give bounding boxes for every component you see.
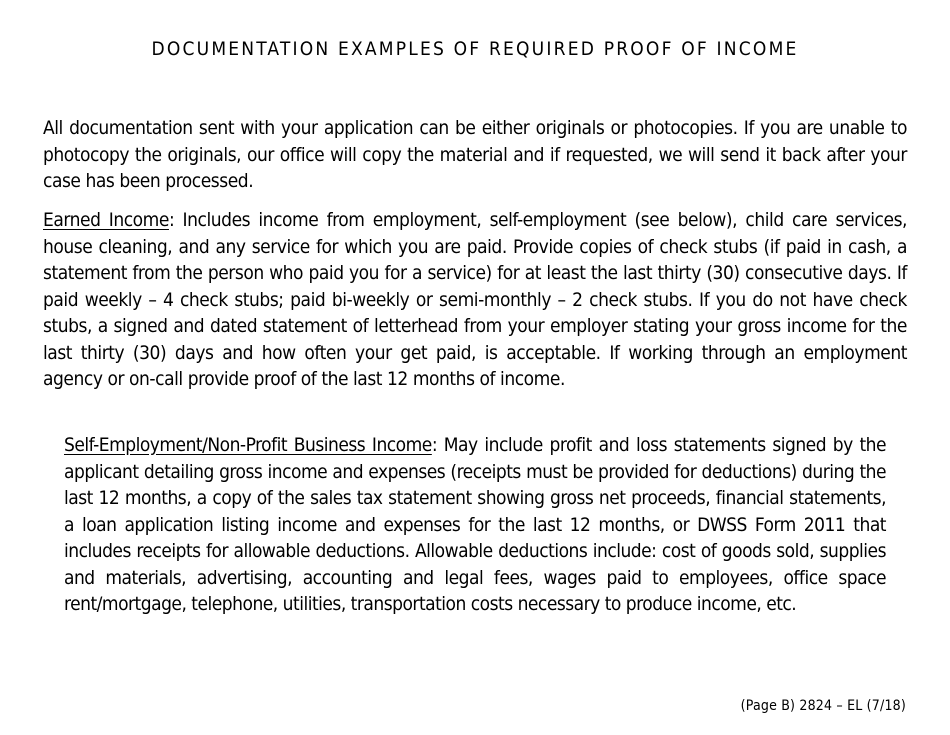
earned-income-heading: Earned Income [43,209,169,231]
page-footer: (Page B) 2824 – EL (7/18) [740,698,906,714]
earned-income-paragraph [43,207,907,393]
self-employment-heading: Self-Employment/Non-Profit Business Income [64,434,432,456]
page-title: DOCUMENTATION EXAMPLES OF REQUIRED PROOF OF INCOME [151,38,799,60]
earned-income-text: : Includes income from employment, self-employment (see below), child care services, house cleaning, and any service for which you are paid. Provide copies of check stubs (if paid in cash, a statement from the person who paid you for a service) for at least the last thirty (30) consecutive days. If paid weekly – 4 check stubs; paid bi-weekly or semi-monthly – 2 check stubs. If you do not have check stubs, a signed and dated statement of letterhead from your employer stating your gross income for the last thirty (30) days and how often your get paid, is acceptable. If working through an employment agency or on-call provide proof of the last 12 months of income. [43,209,907,390]
intro-paragraph: All documentation sent with your application can be either originals or photocopies. If you are unable to photocopy the originals, our office will copy the material and if requested, we will send it back after your case has been processed. [43,117,907,192]
self-employment-text: : May include profit and loss statements signed by the applicant detailing gross income and expenses (receipts must be provided for deductions) during the last 12 months, a copy of the sales tax statement showing gross net proceeds, financial statements, a loan application listing income and expenses for the last 12 months, or DWSS Form 2011 that includes receipts for allowable deductions. Allowable deductions include: cost of goods sold, supplies and materials, advertising, accounting and legal fees, wages paid to employees, office space rent/mortgage, telephone, utilities, transportation costs necessary to produce income, etc. [64,434,886,615]
self-employment-paragraph [64,432,886,618]
